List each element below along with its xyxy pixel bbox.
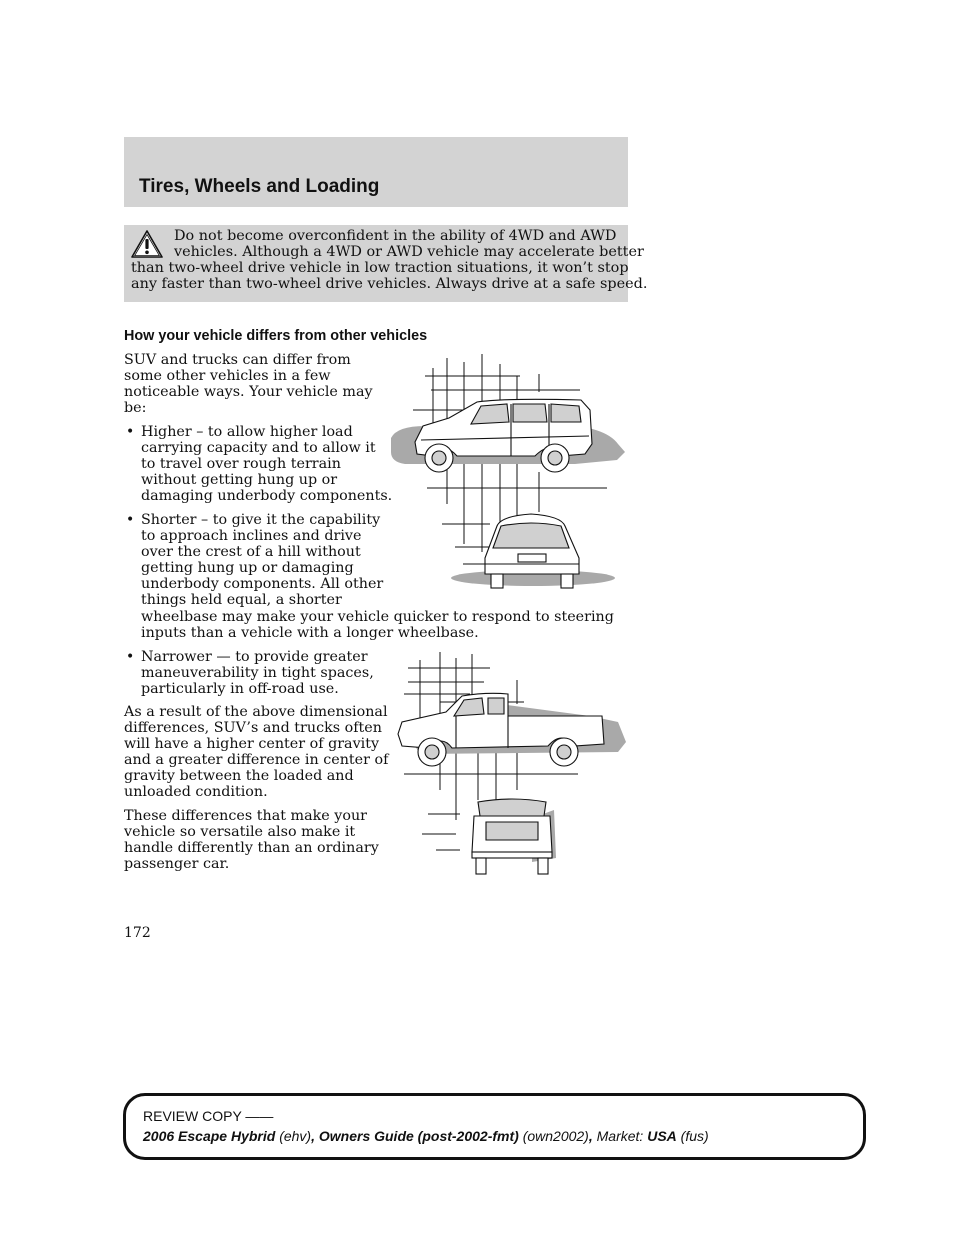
bullet-text-line: things held equal, a shorter — [141, 592, 342, 608]
intro-text-line: noticeable ways. Your vehicle may — [124, 384, 373, 400]
intro-text-line: some other vehicles in a few — [124, 368, 331, 384]
footer-guide-code: (own2002) — [522, 1128, 589, 1144]
footer-market-label: Market: — [596, 1128, 644, 1144]
intro-text-line: be: — [124, 400, 147, 416]
section-heading: How your vehicle differs from other vehicles — [124, 328, 428, 344]
warning-text-line: any faster than two-wheel drive vehicles. Always drive at a safe speed. — [131, 276, 648, 292]
body-text-line: will have a higher center of gravity — [124, 736, 380, 752]
intro-text-line: SUV and trucks can differ from — [124, 352, 351, 368]
bullet-text-line: carrying capacity and to allow it — [141, 440, 376, 456]
warning-text-line: than two-wheel drive vehicle in low traction situations, it won’t stop — [131, 260, 629, 276]
footer-market: USA — [647, 1128, 677, 1144]
body-text-line: passenger car. — [124, 856, 230, 872]
body-text-line: handle differently than an ordinary — [124, 840, 379, 856]
bullet-text-line: over the crest of a hill without — [141, 544, 361, 560]
warning-text-line: Do not become overconfident in the ability of 4WD and AWD — [174, 228, 617, 244]
bullet-text-line: getting hung up or damaging — [141, 560, 354, 576]
page-title: Tires, Wheels and Loading — [139, 176, 380, 197]
bullet-marker: • — [126, 649, 135, 665]
bullet-text-line: Higher – to allow higher load — [141, 424, 353, 440]
body-text-line: and a greater difference in center of — [124, 752, 389, 768]
body-text-line: vehicle so versatile also make it — [124, 824, 356, 840]
bullet-text-line: damaging underbody components. — [141, 488, 393, 504]
bullet-marker: • — [126, 424, 135, 440]
body-text-line: These differences that make your — [124, 808, 367, 824]
footer-model: 2006 Escape Hybrid — [143, 1128, 276, 1144]
footer-guide: Owners Guide (post-2002-fmt) — [318, 1128, 519, 1144]
body-text-line: unloaded condition. — [124, 784, 268, 800]
suv-dimension-illustration — [385, 352, 630, 592]
footer-document-info: 2006 Escape Hybrid (ehv), Owners Guide (post-2002-fmt) (own2002), Market: USA (fus) — [143, 1128, 709, 1144]
bullet-text-line: particularly in off-road use. — [141, 681, 339, 697]
page-number: 172 — [124, 925, 151, 941]
bullet-text-line: Shorter – to give it the capability — [141, 512, 381, 528]
bullet-text-line: underbody components. All other — [141, 576, 384, 592]
body-text-line: differences, SUV’s and trucks often — [124, 720, 382, 736]
footer-market-code: (fus) — [680, 1128, 709, 1144]
body-text-line: As a result of the above dimensional — [124, 704, 388, 720]
bullet-text-line: maneuverability in tight spaces, — [141, 665, 374, 681]
footer-model-code: (ehv) — [279, 1128, 312, 1144]
warning-triangle-icon — [130, 229, 164, 259]
bullet-text-line: inputs than a vehicle with a longer wheelbase. — [141, 625, 479, 641]
warning-text-line: vehicles. Although a 4WD or AWD vehicle may accelerate better — [174, 244, 644, 260]
pickup-dimension-illustration — [390, 650, 630, 878]
bullet-text-line: to approach inclines and drive — [141, 528, 362, 544]
bullet-text-line: to travel over rough terrain — [141, 456, 341, 472]
body-text-line: gravity between the loaded and — [124, 768, 354, 784]
bullet-text-line: wheelbase may make your vehicle quicker to respond to steering — [141, 609, 614, 625]
review-copy-footer — [123, 1093, 866, 1160]
footer-review-label: REVIEW COPY —— — [143, 1108, 274, 1124]
bullet-marker: • — [126, 512, 135, 528]
bullet-text-line: Narrower — to provide greater — [141, 649, 368, 665]
bullet-text-line: without getting hung up or — [141, 472, 338, 488]
